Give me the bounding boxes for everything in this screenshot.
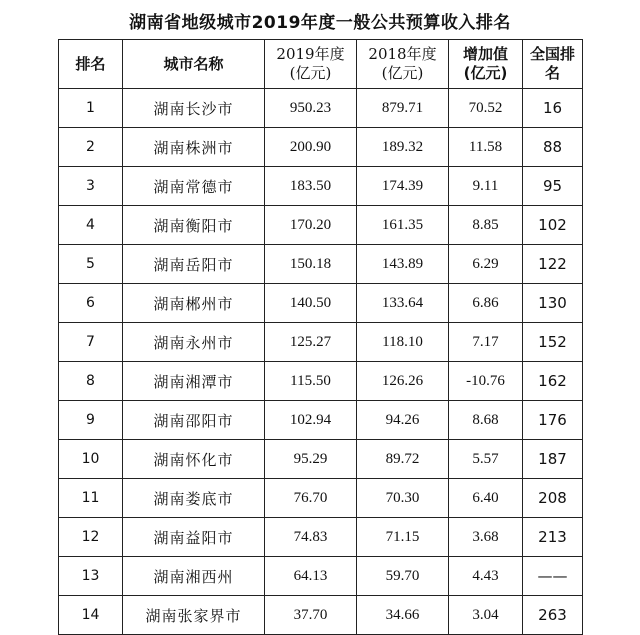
header-2019 — [265, 40, 357, 89]
increase-cell: 4.43 — [449, 557, 523, 596]
rank-cell: 8 — [59, 362, 123, 401]
ranking-table — [58, 39, 583, 635]
header-national-rank — [523, 40, 583, 89]
city-name-cell: 湖南岳阳市 — [123, 245, 265, 284]
table-body — [59, 89, 583, 635]
rank-cell: 2 — [59, 128, 123, 167]
table-row — [59, 440, 583, 479]
table-row — [59, 245, 583, 284]
revenue-2018-cell: 189.32 — [357, 128, 449, 167]
rank-cell: 7 — [59, 323, 123, 362]
table-row — [59, 323, 583, 362]
revenue-2018-cell: 59.70 — [357, 557, 449, 596]
table-row — [59, 557, 583, 596]
revenue-2019-cell: 950.23 — [265, 89, 357, 128]
national-rank-cell: 213 — [523, 518, 583, 557]
rank-cell: 10 — [59, 440, 123, 479]
revenue-2018-cell: 174.39 — [357, 167, 449, 206]
revenue-2019-cell: 183.50 — [265, 167, 357, 206]
revenue-2019-cell: 170.20 — [265, 206, 357, 245]
increase-cell: -10.76 — [449, 362, 523, 401]
city-name-cell: 湖南邵阳市 — [123, 401, 265, 440]
national-rank-cell: 162 — [523, 362, 583, 401]
revenue-2018-cell: 126.26 — [357, 362, 449, 401]
national-rank-cell: —— — [523, 557, 583, 596]
national-rank-cell: 176 — [523, 401, 583, 440]
increase-cell: 5.57 — [449, 440, 523, 479]
header-row — [59, 40, 583, 89]
table-row — [59, 401, 583, 440]
header-national-label-cont: 名 — [544, 64, 560, 82]
table-row — [59, 128, 583, 167]
header-national-label: 全国排 — [529, 45, 575, 63]
city-name-cell: 湖南怀化市 — [123, 440, 265, 479]
national-rank-cell: 208 — [523, 479, 583, 518]
city-name-cell: 湖南湘西州 — [123, 557, 265, 596]
increase-cell: 3.68 — [449, 518, 523, 557]
rank-cell: 12 — [59, 518, 123, 557]
rank-cell: 6 — [59, 284, 123, 323]
header-2018-unit: (亿元) — [381, 64, 424, 82]
city-name-cell: 湖南永州市 — [123, 323, 265, 362]
header-increase-label: 增加值 — [462, 45, 508, 63]
revenue-2018-cell: 161.35 — [357, 206, 449, 245]
table-title: 湖南省地级城市2019年度一般公共预算收入排名 — [129, 13, 511, 33]
header-rank: 排名 — [59, 40, 123, 89]
city-name-cell: 湖南常德市 — [123, 167, 265, 206]
table-row — [59, 167, 583, 206]
revenue-2019-cell: 140.50 — [265, 284, 357, 323]
revenue-2018-cell: 143.89 — [357, 245, 449, 284]
rank-cell: 9 — [59, 401, 123, 440]
header-2018 — [357, 40, 449, 89]
revenue-2019-cell: 125.27 — [265, 323, 357, 362]
rank-cell: 1 — [59, 89, 123, 128]
city-name-cell: 湖南湘潭市 — [123, 362, 265, 401]
increase-cell: 6.40 — [449, 479, 523, 518]
revenue-2019-cell: 74.83 — [265, 518, 357, 557]
revenue-2018-cell: 71.15 — [357, 518, 449, 557]
revenue-2019-cell: 95.29 — [265, 440, 357, 479]
table-row — [59, 362, 583, 401]
revenue-2018-cell: 70.30 — [357, 479, 449, 518]
city-name-cell: 湖南张家界市 — [123, 596, 265, 635]
increase-cell: 9.11 — [449, 167, 523, 206]
rank-cell: 11 — [59, 479, 123, 518]
increase-cell: 70.52 — [449, 89, 523, 128]
revenue-2018-cell: 89.72 — [357, 440, 449, 479]
rank-cell: 4 — [59, 206, 123, 245]
header-increase-unit: (亿元) — [463, 64, 508, 82]
national-rank-cell: 263 — [523, 596, 583, 635]
revenue-2019-cell: 37.70 — [265, 596, 357, 635]
national-rank-cell: 122 — [523, 245, 583, 284]
rank-cell: 5 — [59, 245, 123, 284]
national-rank-cell: 152 — [523, 323, 583, 362]
table-row — [59, 89, 583, 128]
increase-cell: 7.17 — [449, 323, 523, 362]
increase-cell: 3.04 — [449, 596, 523, 635]
national-rank-cell: 187 — [523, 440, 583, 479]
header-city: 城市名称 — [123, 40, 265, 89]
national-rank-cell: 102 — [523, 206, 583, 245]
national-rank-cell: 16 — [523, 89, 583, 128]
header-2019-unit: (亿元) — [289, 64, 332, 82]
revenue-2019-cell: 115.50 — [265, 362, 357, 401]
revenue-2018-cell: 879.71 — [357, 89, 449, 128]
table-row — [59, 518, 583, 557]
increase-cell: 8.68 — [449, 401, 523, 440]
city-name-cell: 湖南益阳市 — [123, 518, 265, 557]
rank-cell: 13 — [59, 557, 123, 596]
national-rank-cell: 88 — [523, 128, 583, 167]
city-name-cell: 湖南株洲市 — [123, 128, 265, 167]
revenue-2018-cell: 118.10 — [357, 323, 449, 362]
city-name-cell: 湖南郴州市 — [123, 284, 265, 323]
revenue-ranking-sheet — [58, 8, 582, 635]
increase-cell: 11.58 — [449, 128, 523, 167]
header-2019-label: 2019年度 — [276, 45, 345, 63]
rank-cell: 3 — [59, 167, 123, 206]
national-rank-cell: 130 — [523, 284, 583, 323]
revenue-2018-cell: 94.26 — [357, 401, 449, 440]
header-increase — [449, 40, 523, 89]
revenue-2018-cell: 34.66 — [357, 596, 449, 635]
revenue-2019-cell: 64.13 — [265, 557, 357, 596]
city-name-cell: 湖南娄底市 — [123, 479, 265, 518]
table-row — [59, 206, 583, 245]
city-name-cell: 湖南长沙市 — [123, 89, 265, 128]
increase-cell: 6.86 — [449, 284, 523, 323]
city-name-cell: 湖南衡阳市 — [123, 206, 265, 245]
revenue-2019-cell: 200.90 — [265, 128, 357, 167]
revenue-2019-cell: 150.18 — [265, 245, 357, 284]
revenue-2018-cell: 133.64 — [357, 284, 449, 323]
table-row — [59, 284, 583, 323]
increase-cell: 6.29 — [449, 245, 523, 284]
revenue-2019-cell: 102.94 — [265, 401, 357, 440]
table-row — [59, 596, 583, 635]
revenue-2019-cell: 76.70 — [265, 479, 357, 518]
header-2018-label: 2018年度 — [368, 45, 437, 63]
increase-cell: 8.85 — [449, 206, 523, 245]
rank-cell: 14 — [59, 596, 123, 635]
table-row — [59, 479, 583, 518]
national-rank-cell: 95 — [523, 167, 583, 206]
